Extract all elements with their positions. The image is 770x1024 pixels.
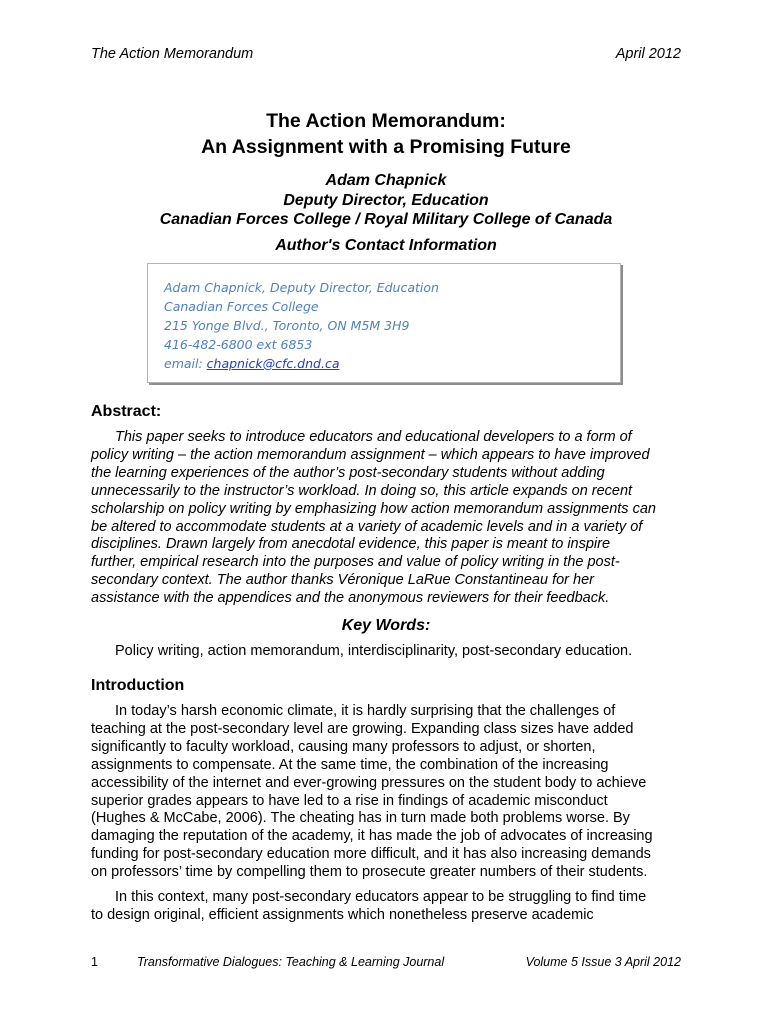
body-line: on professors’ time by compelling them to prosecute greater numbers of their students. <box>91 864 648 881</box>
abstract-line: This paper seeks to introduce educators and educational developers to a form of <box>115 429 632 445</box>
abstract-line: assistance with the appendices and the anonymous reviewers for their feedback. <box>91 590 610 607</box>
email-link[interactable]: chapnick@cfc.dnd.ca <box>206 356 340 371</box>
body-line: to design original, efficient assignments which nonetheless preserve academic <box>91 906 594 923</box>
abstract-line: scholarship on policy writing by emphasizing how action memorandum assignments can <box>91 500 656 517</box>
running-header-date: April 2012 <box>615 46 681 62</box>
introduction-paragraph-2 <box>91 889 683 925</box>
body-line: funding for post-secondary education more difficult, and it has also increasing demands <box>91 846 651 863</box>
body-line: (Hughes & McCabe, 2006). The cheating has in turn made both problems worse. By <box>91 810 630 827</box>
contact-line-email <box>164 356 339 371</box>
keywords-heading: Key Words: <box>341 617 431 634</box>
running-header <box>91 46 681 66</box>
author-block <box>91 171 681 230</box>
body-line: assignments to compensate. At the same time, the combination of the increasing <box>91 756 609 773</box>
contact-line-institution: Canadian Forces College <box>164 299 319 314</box>
abstract-body <box>91 429 683 608</box>
page-number: 1 <box>91 955 98 969</box>
body-line: teaching at the post-secondary level are growing. Expanding class sizes have added <box>91 720 634 737</box>
author-name: Adam Chapnick <box>325 172 447 189</box>
abstract-line: unnecessarily to the instructor’s workload. In doing so, this article expands on recent <box>91 482 633 499</box>
contact-line-name: Adam Chapnick, Deputy Director, Education <box>164 280 439 295</box>
abstract-heading: Abstract: <box>91 403 162 420</box>
paper-title <box>91 108 681 160</box>
running-header-title: The Action Memorandum <box>91 46 254 62</box>
body-line: significantly to faculty workload, causing many professors to adjust, or shorten, <box>91 738 596 755</box>
abstract-line: disciplines. Drawn largely from anecdotal evidence, this paper is meant to inspire <box>91 536 611 553</box>
abstract-line: policy writing – the action memorandum assignment – which appears to have improved <box>91 446 650 463</box>
introduction-heading: Introduction <box>91 677 185 694</box>
body-line: superior grades appears to have led to a rise in findings of academic misconduct <box>91 792 608 809</box>
author-affiliation: Canadian Forces College / Royal Military College of Canada <box>159 211 613 228</box>
page-footer <box>91 955 681 973</box>
body-line: In this context, many post-secondary educators appear to be struggling to find time <box>115 889 647 905</box>
body-line: In today’s harsh economic climate, it is hardly surprising that the challenges of <box>115 703 616 719</box>
body-line: accessibility of the internet and ever-growing pressures on the student body to achieve <box>91 774 647 791</box>
contact-line-phone: 416-482-6800 ext 6853 <box>164 337 313 352</box>
introduction-paragraph-1 <box>91 703 683 882</box>
abstract-line: secondary context. The author thanks Véronique LaRue Constantineau for her <box>91 572 594 589</box>
abstract-line: further, empirical research into the purposes and value of policy writing in the post- <box>91 554 620 571</box>
abstract-line: the learning experiences of the author’s post-secondary students without adding <box>91 464 605 481</box>
contact-info-box <box>147 263 621 383</box>
paper-title-line-2: An Assignment with a Promising Future <box>201 136 571 158</box>
email-label: email: <box>164 356 207 371</box>
body-line: damaging the reputation of the academy, it has made the job of advocates of increasing <box>91 828 653 845</box>
paper-title-line-1: The Action Memorandum: <box>266 110 506 132</box>
author-position: Deputy Director, Education <box>283 191 489 209</box>
contact-heading: Author's Contact Information <box>275 237 497 254</box>
keywords-text: Policy writing, action memorandum, interdisciplinarity, post-secondary education. <box>115 643 633 659</box>
journal-name: Transformative Dialogues: Teaching & Learning Journal <box>137 955 445 969</box>
volume-info: Volume 5 Issue 3 April 2012 <box>525 955 681 969</box>
contact-line-address: 215 Yonge Blvd., Toronto, ON M5M 3H9 <box>164 318 410 333</box>
abstract-line: be altered to accommodate students at a variety of academic levels and in a variety of <box>91 518 643 535</box>
